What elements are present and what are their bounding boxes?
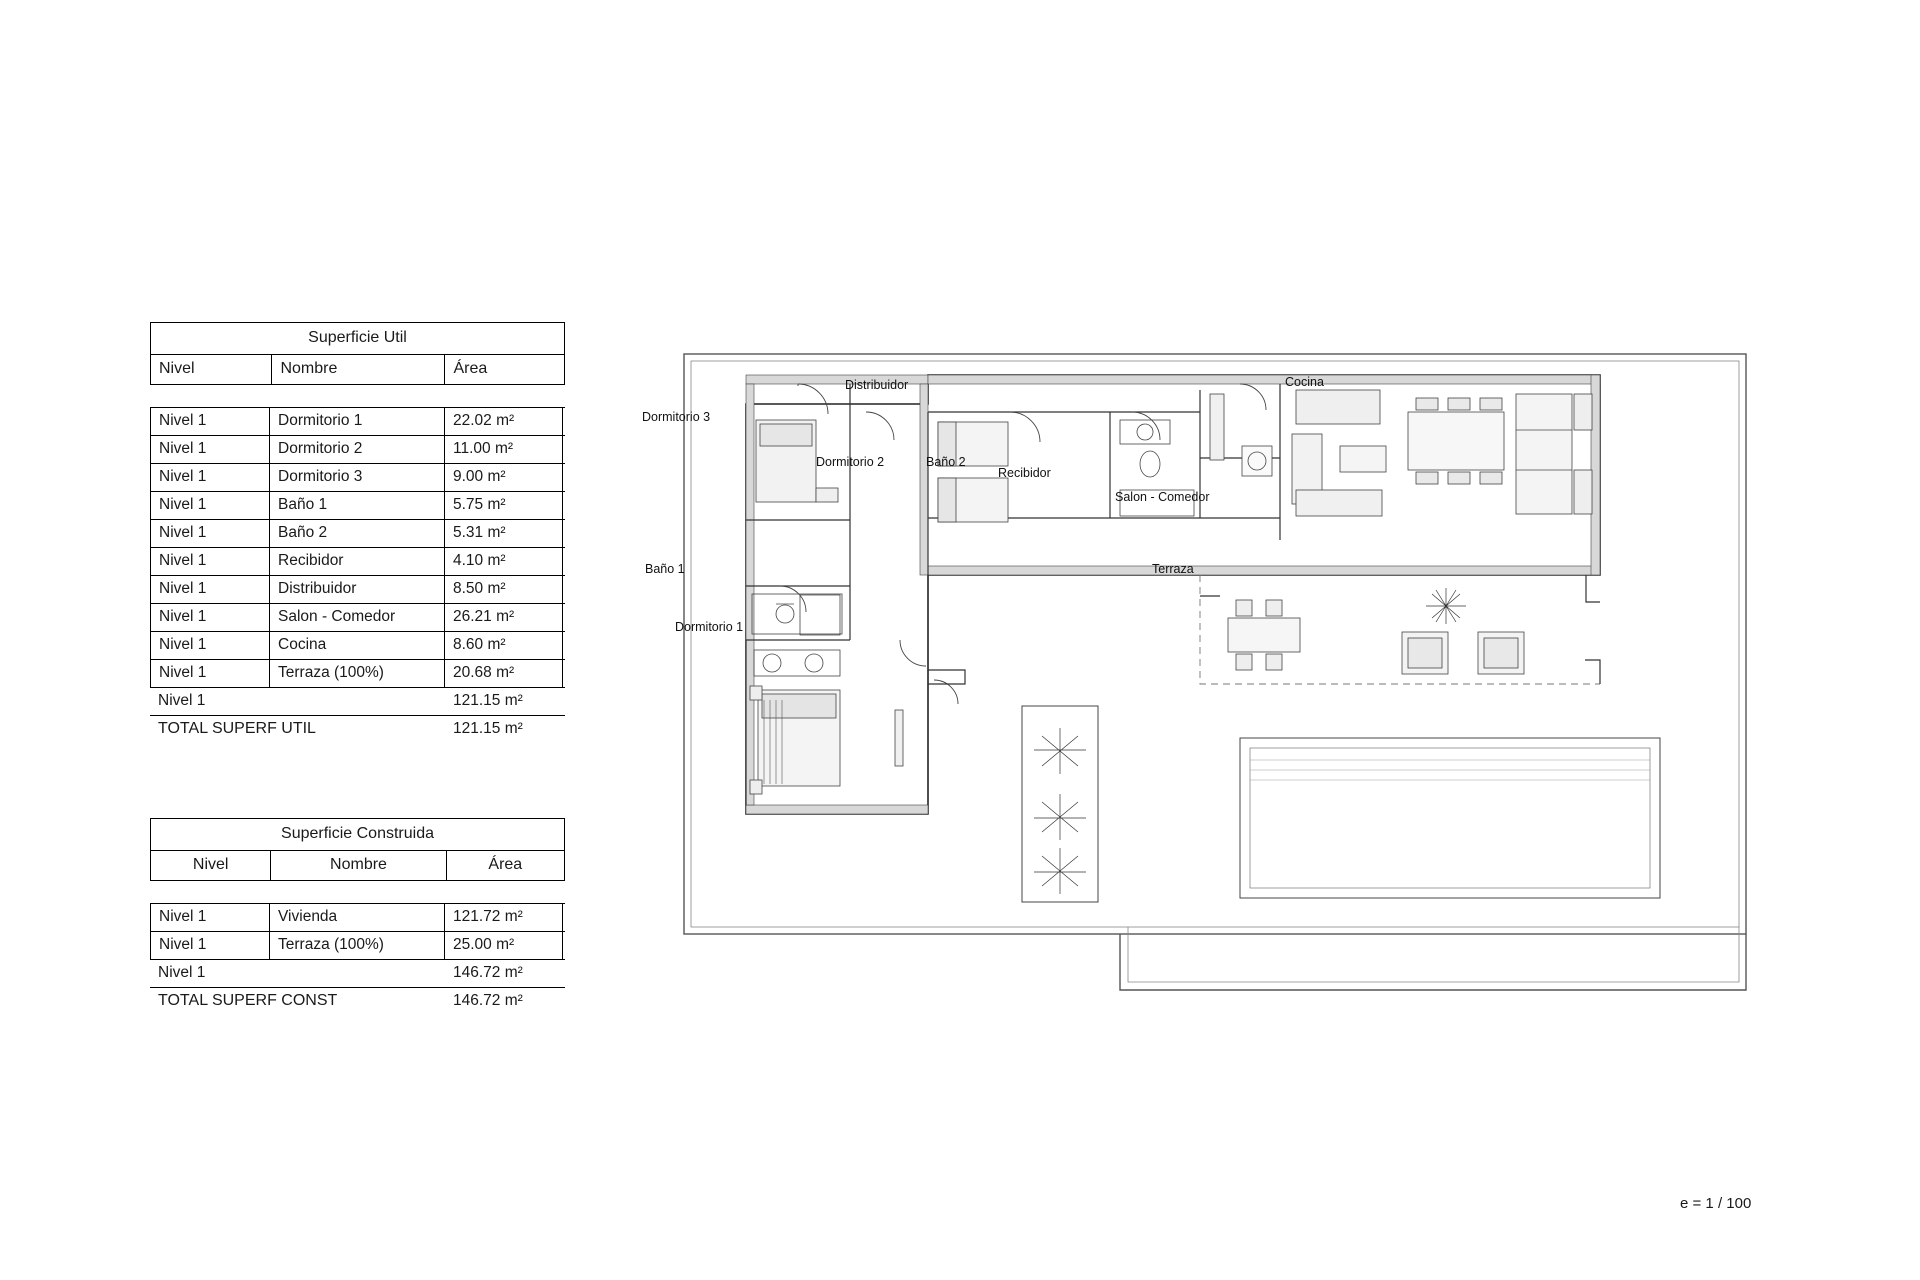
cell-nivel: Nivel 1: [150, 632, 270, 659]
table-subtotal-row: [150, 960, 565, 988]
column-header-nivel: Nivel: [151, 851, 271, 880]
column-header-area: Área: [488, 856, 523, 873]
cell-nivel: Nivel 1: [150, 520, 270, 547]
cell-area: 8.60 m²: [445, 632, 563, 659]
room-label-terraza: Terraza: [1152, 562, 1194, 576]
cell-area: 121.15 m²: [453, 692, 523, 709]
room-label-bano-2: Baño 2: [926, 455, 966, 469]
cell-nivel: Nivel 1: [150, 904, 270, 931]
total-label: TOTAL SUPERF UTIL: [158, 720, 316, 737]
cell-nombre: Cocina: [270, 632, 445, 659]
table-row: [150, 548, 565, 576]
cell-area: 11.00 m²: [445, 436, 563, 463]
cell-area: 5.75 m²: [445, 492, 563, 519]
cell-nivel: Nivel 1: [150, 464, 270, 491]
cell-nombre: Vivienda: [270, 904, 445, 931]
table-row: [150, 576, 565, 604]
cell-nombre: Dormitorio 3: [270, 464, 445, 491]
cell-area: 5.31 m²: [445, 520, 563, 547]
cell-nivel: Nivel 1: [158, 692, 206, 709]
cell-nivel: Nivel 1: [150, 660, 270, 687]
cell-nivel: Nivel 1: [158, 964, 206, 981]
column-header-nombre: Nombre: [272, 355, 445, 384]
cell-nombre-empty: [270, 688, 445, 715]
column-header-nivel: Nivel: [151, 355, 272, 384]
cell-nombre: Salon - Comedor: [270, 604, 445, 631]
cell-area: 8.50 m²: [445, 576, 563, 603]
cell-area: 4.10 m²: [445, 548, 563, 575]
cell-nivel: Nivel 1: [150, 932, 270, 959]
cell-area: 26.21 m²: [445, 604, 563, 631]
room-label-dormitorio-3: Dormitorio 3: [642, 410, 711, 424]
cell-nombre: Dormitorio 2: [270, 436, 445, 463]
table-row: [150, 632, 565, 660]
cell-area: 9.00 m²: [445, 464, 563, 491]
total-label: TOTAL SUPERF CONST: [158, 992, 338, 1009]
room-label-distribuidor: Distribuidor: [845, 378, 909, 392]
room-label-cocina: Cocina: [1285, 375, 1324, 389]
table-total-row: [150, 716, 565, 743]
cell-nombre-empty: [270, 960, 445, 987]
plan-svg: [680, 350, 1750, 1040]
cell-nombre: Terraza (100%): [270, 932, 445, 959]
cell-area: 146.72 m²: [453, 964, 523, 981]
table-row: [150, 932, 565, 960]
superficie-util-table: [150, 322, 565, 743]
table-header-row: [150, 355, 565, 385]
cell-nivel: Nivel 1: [150, 576, 270, 603]
cell-nivel: Nivel 1: [150, 492, 270, 519]
room-label-bano-1: Baño 1: [645, 562, 685, 576]
table-spacer: [150, 385, 565, 407]
room-label-salon-comedor: Salon - Comedor: [1115, 490, 1210, 504]
cell-area: 20.68 m²: [445, 660, 563, 687]
cell-nivel: Nivel 1: [150, 548, 270, 575]
room-label-dormitorio-2: Dormitorio 2: [816, 455, 885, 469]
table-title: Superficie Construida: [150, 818, 565, 851]
column-header-nombre: Nombre: [271, 851, 446, 880]
cell-nombre: Recibidor: [270, 548, 445, 575]
table-spacer: [150, 881, 565, 903]
room-label-recibidor: Recibidor: [998, 466, 1051, 480]
total-area: 146.72 m²: [453, 992, 523, 1009]
room-label-dormitorio-1: Dormitorio 1: [675, 620, 744, 634]
table-row: [150, 604, 565, 632]
cell-area: 121.72 m²: [445, 904, 563, 931]
cell-nivel: Nivel 1: [150, 408, 270, 435]
table-body: [150, 903, 565, 1015]
cell-nombre: Distribuidor: [270, 576, 445, 603]
table-row: [150, 904, 565, 932]
table-title: Superficie Util: [150, 322, 565, 355]
table-row: [150, 464, 565, 492]
table-row: [150, 408, 565, 436]
table-header-row: [150, 851, 565, 881]
cell-nombre: Dormitorio 1: [270, 408, 445, 435]
column-header-area: Área: [453, 360, 488, 377]
cell-nombre: Baño 2: [270, 520, 445, 547]
table-row: [150, 492, 565, 520]
cell-nombre: Baño 1: [270, 492, 445, 519]
cell-area: 22.02 m²: [445, 408, 563, 435]
table-row: [150, 520, 565, 548]
total-area: 121.15 m²: [453, 720, 523, 737]
table-row: [150, 660, 565, 688]
table-row: [150, 436, 565, 464]
scale-note: e = 1 / 100: [1680, 1195, 1752, 1212]
superficie-construida-table: [150, 818, 565, 1015]
cell-area: 25.00 m²: [445, 932, 563, 959]
cell-nivel: Nivel 1: [150, 436, 270, 463]
floor-plan-drawing: [642, 350, 1750, 1040]
table-body: [150, 407, 565, 743]
cell-nombre: Terraza (100%): [270, 660, 445, 687]
table-total-row: [150, 988, 565, 1015]
cell-nivel: Nivel 1: [150, 604, 270, 631]
table-subtotal-row: [150, 688, 565, 716]
